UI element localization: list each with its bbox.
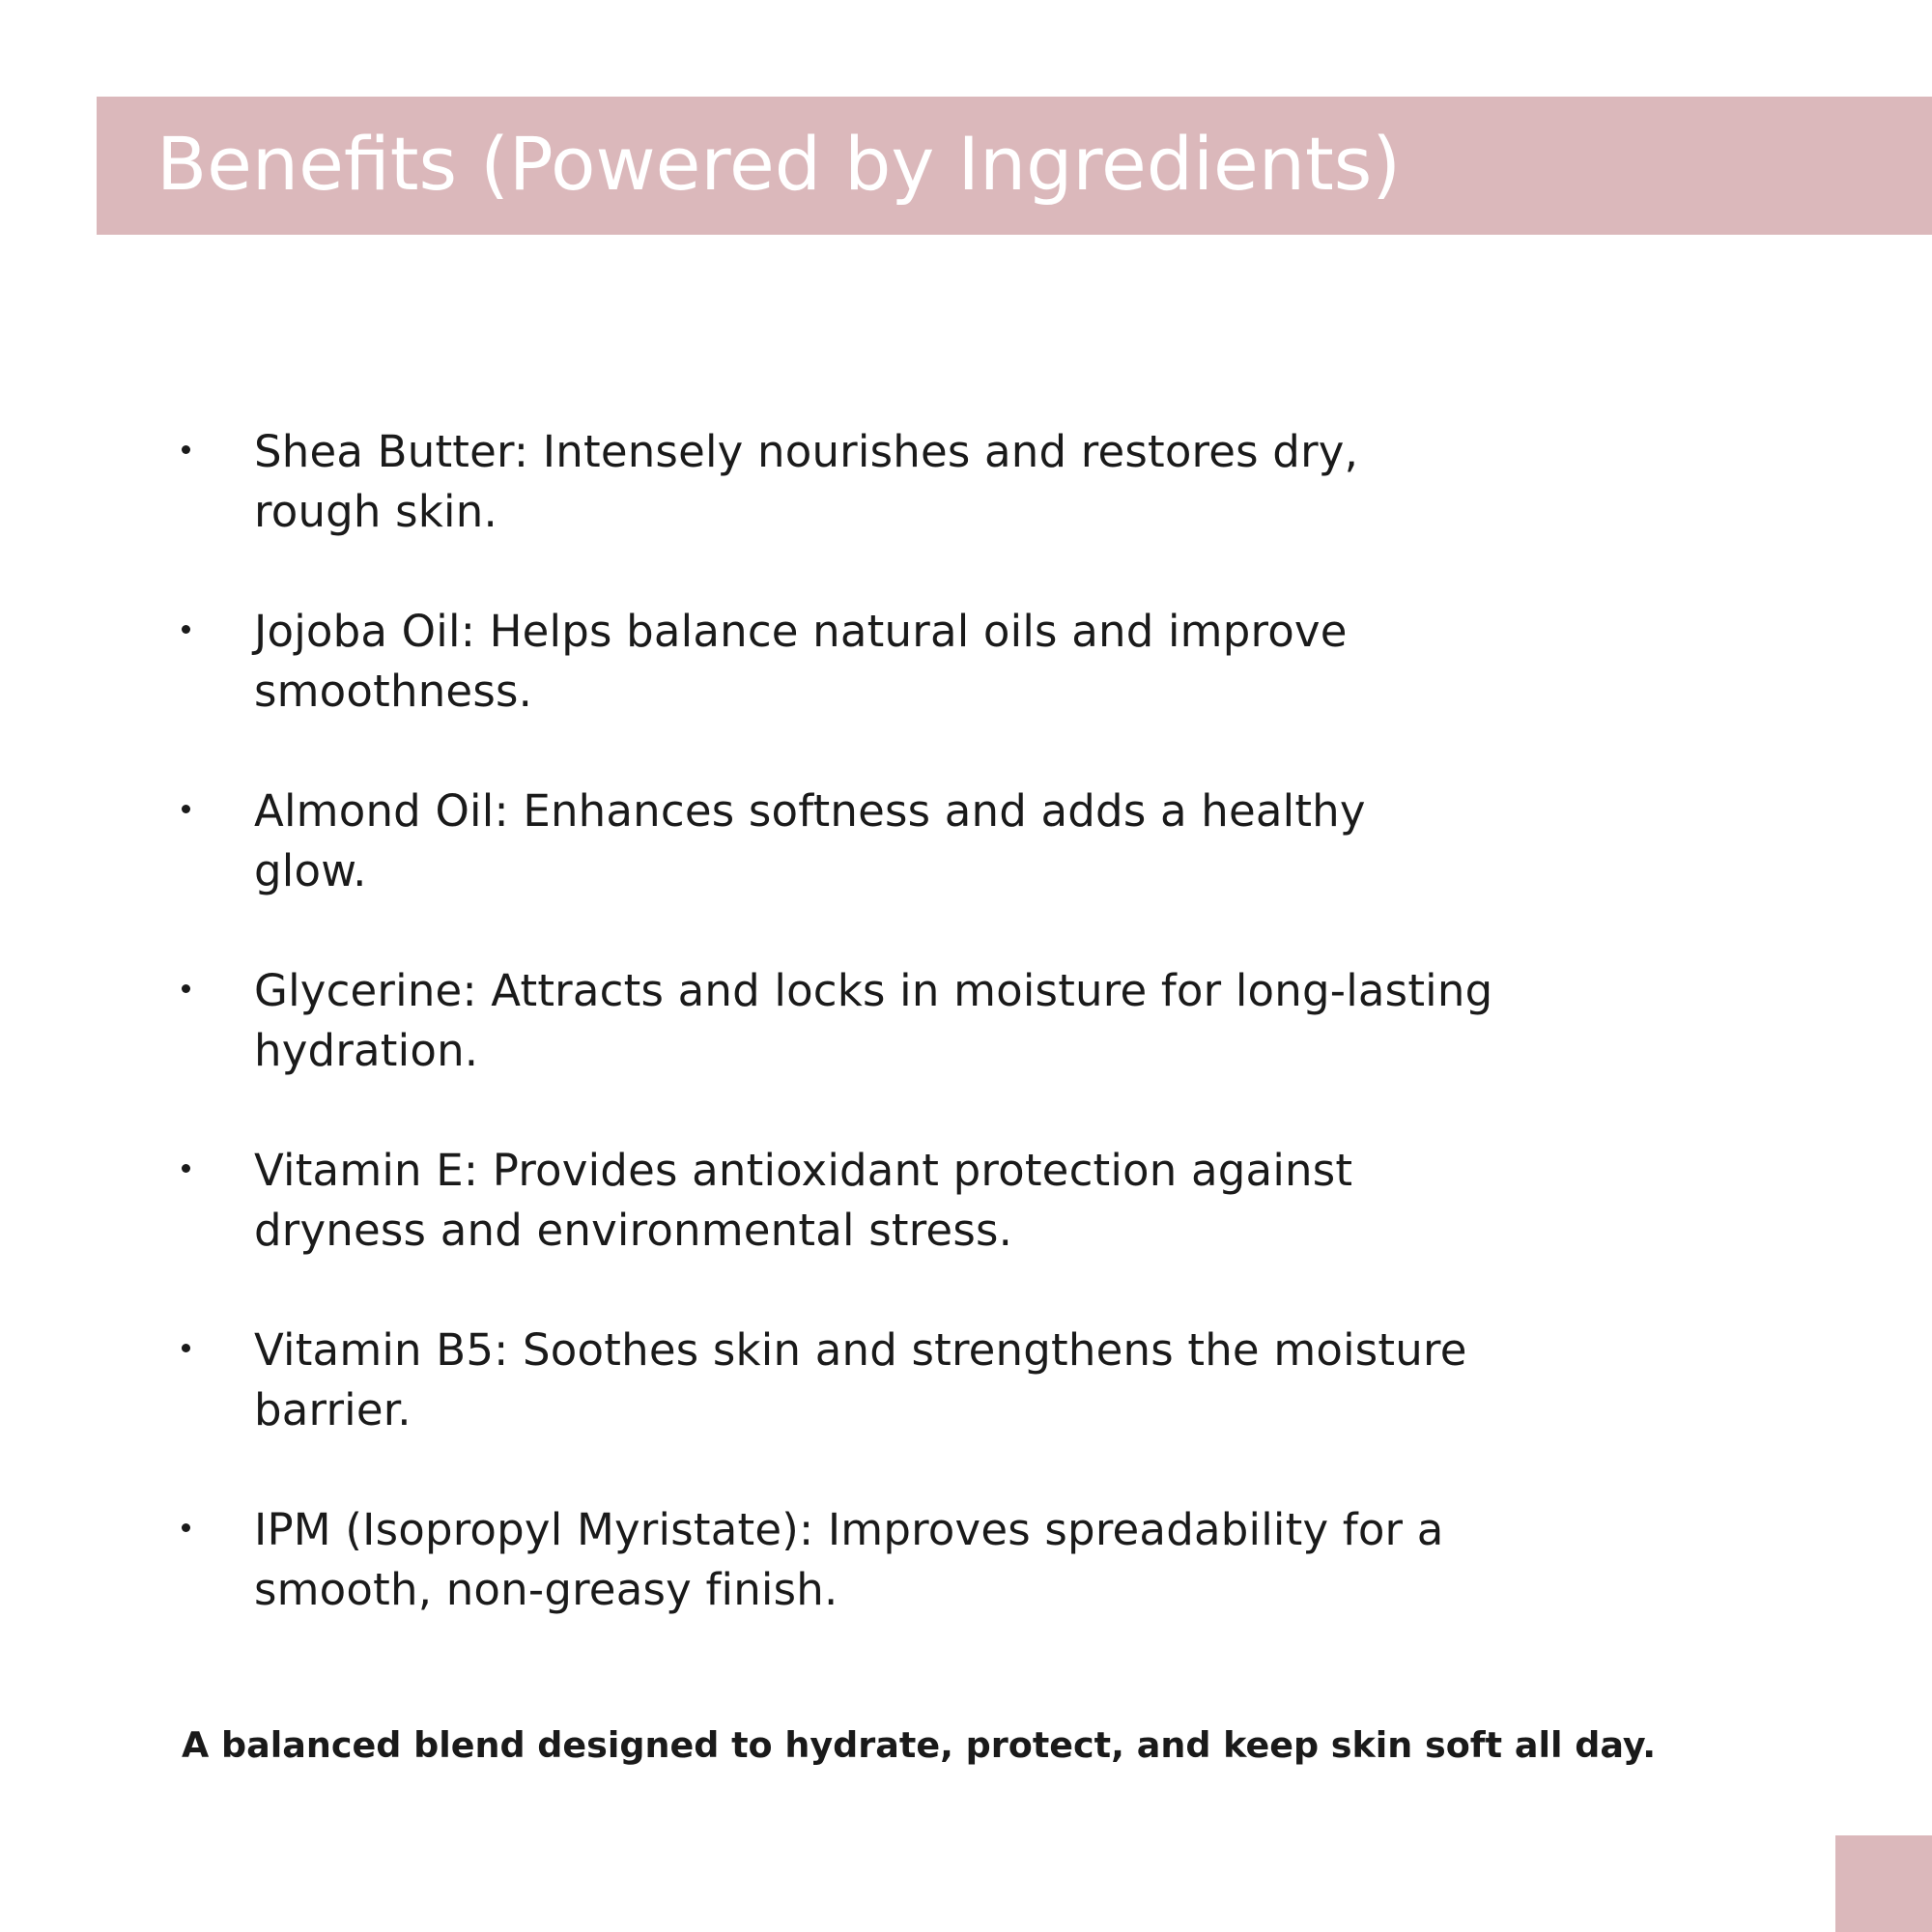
benefit-text (254, 961, 1587, 1081)
benefit-line: barrier. (254, 1384, 412, 1435)
list-item (0, 422, 1565, 548)
benefit-line: IPM (Isopropyl Myristate): Improves spreadability for a (254, 1504, 1444, 1555)
benefit-text (254, 1141, 1587, 1261)
list-item (0, 602, 1565, 727)
bullet-icon (182, 984, 190, 993)
bullet-icon (182, 445, 190, 454)
benefit-text (254, 1500, 1587, 1620)
benefit-line: smooth, non-greasy finish. (254, 1564, 838, 1615)
corner-accent-block (1835, 1835, 1932, 1932)
title-banner (97, 97, 1932, 235)
benefit-text (254, 602, 1587, 722)
bullet-icon (182, 1523, 190, 1532)
benefit-line: smoothness. (254, 666, 533, 717)
benefit-line: rough skin. (254, 486, 497, 537)
list-item (0, 961, 1565, 1087)
benefit-line: Almond Oil: Enhances softness and adds a healthy (254, 785, 1366, 837)
page-title: Benefits (Powered by Ingredients) (156, 121, 1402, 207)
benefit-line: glow. (254, 845, 367, 896)
benefit-line: hydration. (254, 1025, 479, 1076)
benefit-line: dryness and environmental stress. (254, 1205, 1013, 1256)
benefit-text (254, 781, 1587, 901)
benefit-line: Jojoba Oil: Helps balance natural oils and improve (254, 606, 1348, 657)
tagline: A balanced blend designed to hydrate, protect, and keep skin soft all day. (182, 1724, 1657, 1766)
list-item (0, 1321, 1565, 1446)
bullet-icon (182, 625, 190, 634)
benefit-line: Glycerine: Attracts and locks in moisture for long-lasting (254, 965, 1493, 1016)
benefit-text (254, 1321, 1587, 1440)
list-item (0, 781, 1565, 907)
benefit-text (254, 422, 1587, 542)
benefit-line: Vitamin E: Provides antioxidant protection against (254, 1145, 1353, 1196)
benefit-line: Shea Butter: Intensely nourishes and restores dry, (254, 426, 1359, 477)
benefit-line: Vitamin B5: Soothes skin and strengthens the moisture (254, 1324, 1467, 1376)
list-item (0, 1141, 1565, 1266)
list-item (0, 1500, 1565, 1626)
bullet-icon (182, 1344, 190, 1352)
bullet-icon (182, 1164, 190, 1173)
bullet-icon (182, 805, 190, 813)
